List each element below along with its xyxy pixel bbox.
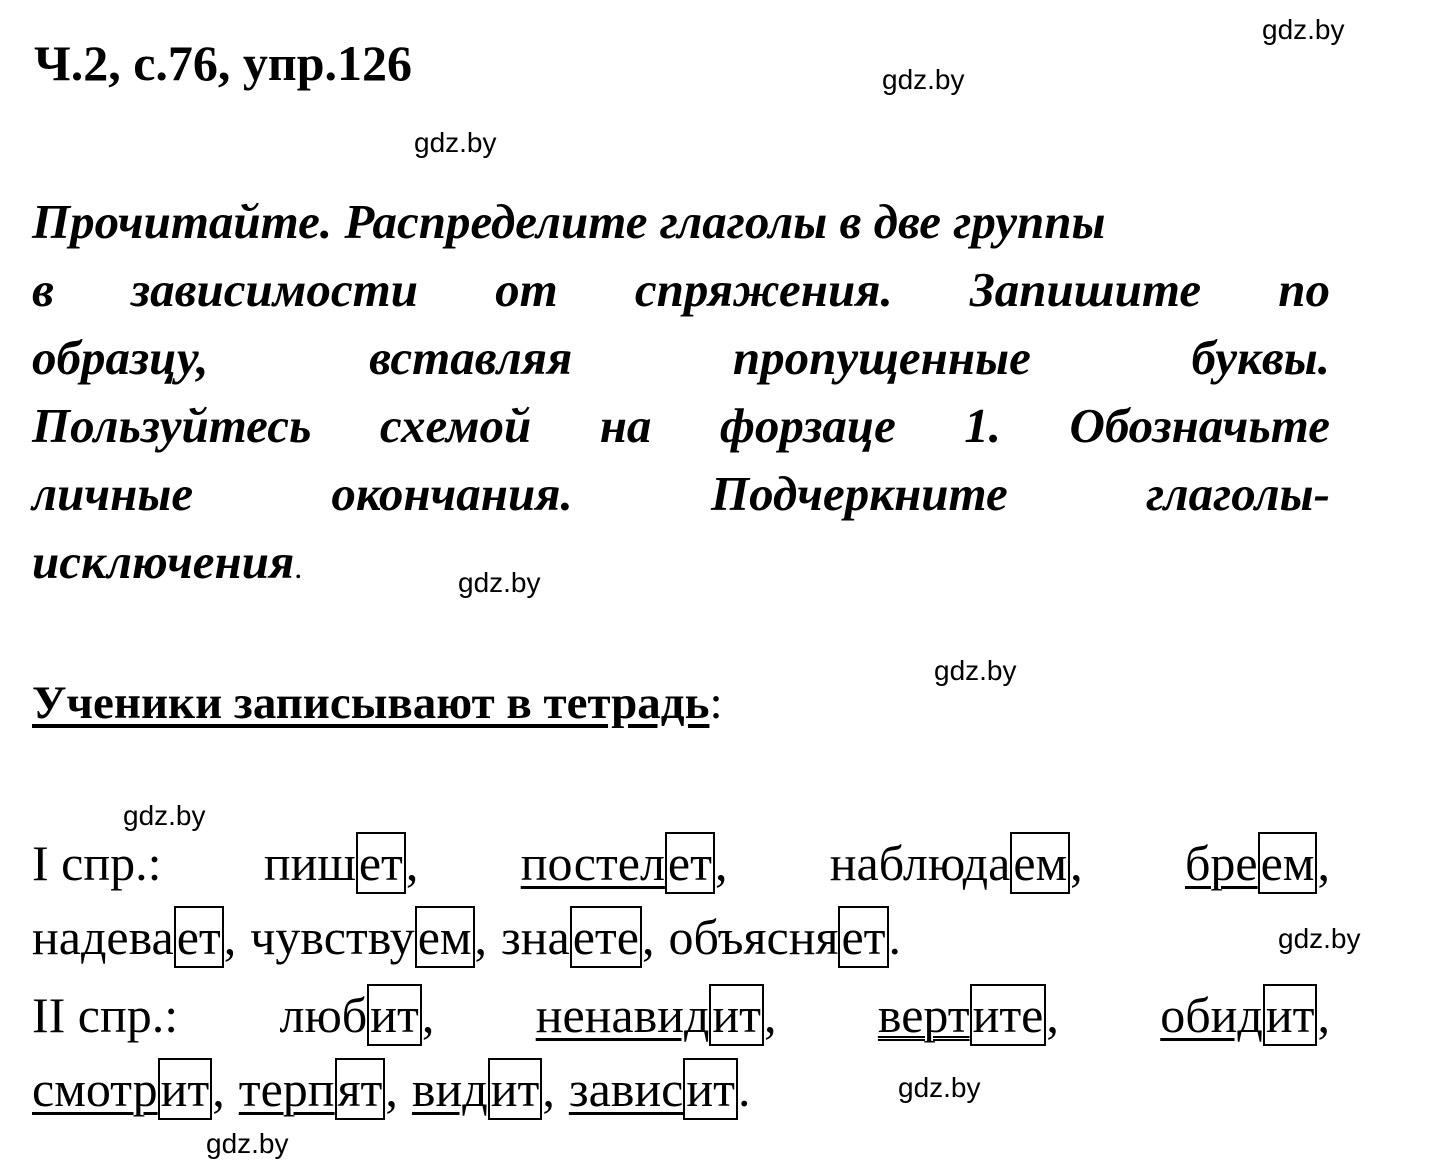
verb <box>569 1052 751 1126</box>
verb-stem: смотр <box>32 1061 158 1117</box>
verb <box>830 826 1083 900</box>
verb <box>32 1052 225 1126</box>
watermark: gdz.by <box>458 567 541 598</box>
verb <box>536 978 777 1052</box>
verb-ending-box: ем <box>415 906 475 968</box>
first-conjugation-line-2 <box>32 900 1330 974</box>
verb <box>668 900 901 974</box>
verb-ending-box: ит <box>158 1058 213 1120</box>
verb-ending-box: ет <box>665 832 715 894</box>
task-line-last <box>32 528 1330 596</box>
verb-stem: зна <box>501 909 570 965</box>
verb-word <box>569 1061 738 1117</box>
section-heading <box>32 677 723 729</box>
task-line: исключения <box>32 534 295 589</box>
verb-word <box>830 835 1070 891</box>
verb <box>250 900 487 974</box>
verb-word <box>239 1061 386 1117</box>
heading-colon: : <box>709 677 723 729</box>
second-conjugation-line-2 <box>32 1052 1330 1126</box>
task-end-dot: . <box>294 549 303 585</box>
verb-ending-box: ят <box>335 1058 386 1120</box>
watermark: gdz.by <box>898 1072 981 1103</box>
watermark: gdz.by <box>123 800 206 831</box>
verb-punct: . <box>737 1061 751 1117</box>
page-title: Ч.2, с.76, упр.126 <box>34 35 413 91</box>
verb-ending-box: ет <box>174 906 224 968</box>
conjugation-label: II спр.: <box>32 987 179 1043</box>
verb-word <box>280 987 422 1043</box>
verb-stem: завис <box>568 1061 684 1117</box>
verb-word <box>536 987 764 1043</box>
task-text <box>32 188 1330 596</box>
verb-word <box>264 835 406 891</box>
verb-ending-box: ем <box>1258 832 1318 894</box>
verb-stem: бре <box>1184 835 1258 891</box>
verb <box>280 978 435 1052</box>
task-line: личные окончания. Подчеркните глаголы- <box>32 466 1330 521</box>
verb-punct: , <box>405 835 419 891</box>
verb-stem: чувству <box>250 909 415 965</box>
watermark: gdz.by <box>1278 923 1361 954</box>
verb-ending-box: ит <box>1263 984 1318 1046</box>
verb-stem: ненавид <box>535 987 710 1043</box>
verb-ending-box: ите <box>970 984 1047 1046</box>
verb <box>1160 978 1330 1052</box>
verb-punct: . <box>888 909 902 965</box>
verb-punct: , <box>474 909 488 965</box>
verb-stem: люб <box>279 987 368 1043</box>
task-line: в зависимости от спряжения. Запишите по <box>32 262 1330 317</box>
verb <box>264 826 419 900</box>
verb <box>412 1052 555 1126</box>
first-conjugation-line-1 <box>32 826 1330 900</box>
second-conjugation-line-1 <box>32 978 1330 1052</box>
verb-word <box>250 909 474 965</box>
verb <box>1185 826 1330 900</box>
verb-ending-box: ет <box>356 832 406 894</box>
verb-punct: , <box>385 1061 398 1117</box>
watermark: gdz.by <box>1262 14 1345 45</box>
verb-punct: , <box>421 987 435 1043</box>
watermark: gdz.by <box>414 127 497 158</box>
verb-ending-box: ем <box>1010 832 1070 894</box>
verb-stem: наблюда <box>829 835 1011 891</box>
conjugation-label: I спр.: <box>32 835 162 891</box>
verb-ending-box: ит <box>709 984 764 1046</box>
task-line: Прочитайте. Распределите глаголы в две группы <box>32 194 1106 249</box>
verb-ending-box: ит <box>683 1058 738 1120</box>
verb-stem: вид <box>411 1061 488 1117</box>
task-line: Пользуйтесь схемой на форзаце 1. Обозначьте <box>32 398 1330 453</box>
verb-word <box>32 909 224 965</box>
verb-word <box>412 1061 542 1117</box>
verb-word <box>668 909 888 965</box>
verb-ending-box: ит <box>488 1058 543 1120</box>
verb <box>521 826 728 900</box>
verb-punct: , <box>1070 835 1083 891</box>
verb <box>501 900 654 974</box>
verb-punct: , <box>1317 987 1330 1043</box>
verb-stem: пиш <box>263 835 356 891</box>
watermark: gdz.by <box>882 64 965 95</box>
verb <box>32 900 236 974</box>
verb-stem: верт <box>877 987 970 1043</box>
verb-ending-box: ет <box>838 906 888 968</box>
verb-word <box>521 835 715 891</box>
task-line: образцу, вставляя пропущенные буквы. <box>32 330 1330 385</box>
verb-punct: , <box>714 835 728 891</box>
verb <box>239 1052 398 1126</box>
verb-stem: терп <box>238 1061 335 1117</box>
verb-ending-box: ит <box>367 984 422 1046</box>
verb-ending-box: ете <box>570 906 642 968</box>
verb-punct: , <box>1046 987 1059 1043</box>
verb-punct: , <box>542 1061 555 1117</box>
verb-punct: , <box>212 1061 225 1117</box>
verb-stem: объясня <box>668 909 839 965</box>
verb-word <box>1185 835 1317 891</box>
watermark: gdz.by <box>206 1128 289 1159</box>
verb-word <box>32 1061 212 1117</box>
verb-punct: , <box>764 987 777 1043</box>
verb <box>878 978 1059 1052</box>
verb-word <box>1160 987 1317 1043</box>
verb-punct: , <box>1317 835 1330 891</box>
verb-stem: надева <box>32 909 174 965</box>
watermark: gdz.by <box>934 655 1017 686</box>
verb-stem: обид <box>1160 987 1263 1043</box>
verb-punct: , <box>641 909 655 965</box>
verb-word <box>501 909 642 965</box>
verb-stem: постел <box>520 835 665 891</box>
verb-punct: , <box>223 909 237 965</box>
heading-text: Ученики записывают в тетрадь <box>32 677 710 729</box>
verb-word <box>878 987 1047 1043</box>
